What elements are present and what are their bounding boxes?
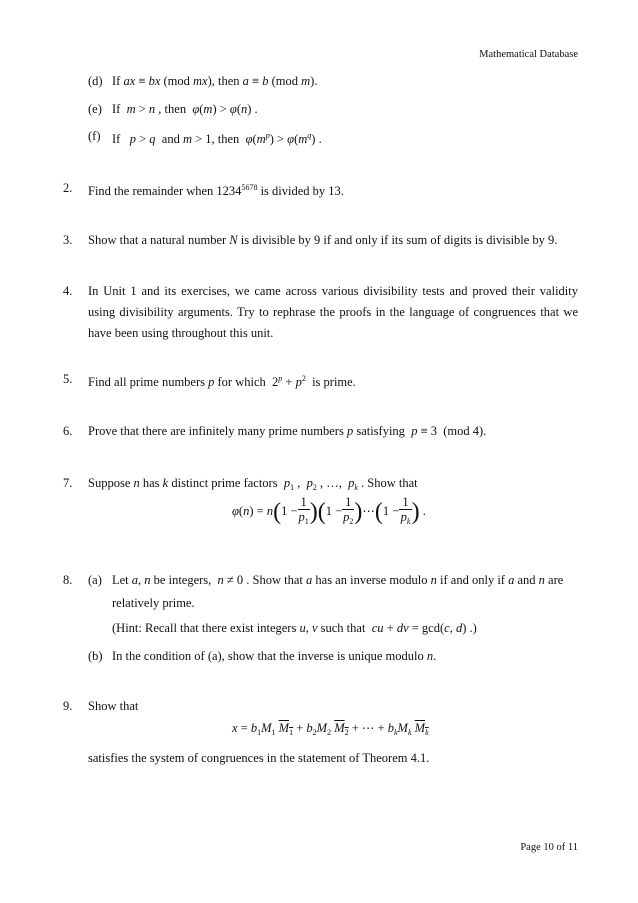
question-8b-label: (b) [88, 649, 103, 663]
question-5-number: 5. [63, 372, 73, 386]
question-2-text: Find the remainder when $1234^{5678}$ is divided by 13. [88, 183, 344, 198]
question-9-formula: $x = b_1M_1$ $M_1 + b_2M_2$ $M_2$ + ⋯ + $b_kM_k$ $M_k$ [232, 721, 429, 737]
question-7-formula: φ(n) = n(1 − $\frac{1}{p_1}$ )(1 − $\frac{1}{p_2}$ )⋯(1 − $\frac{1}{p_k}$ ) . [232, 495, 426, 526]
page-header: Mathematical Database [479, 49, 578, 60]
question-8a-text-2: relatively prime. [112, 596, 195, 610]
question-8a-hint: (Hint: Recall that there exist integers u, v such that cu + dv = gcd(c, d) .) [112, 621, 477, 635]
question-9-number: 9. [63, 699, 73, 713]
question-8a-label: (a) [88, 573, 102, 587]
question-7-text: Suppose n has k distinct prime factors $p_1$ , $p_2$ , …, $p_k$ . Show that [88, 476, 418, 492]
item-e-text: If m > n , then φ(m) > φ(n) . [112, 102, 258, 116]
question-3-text: Show that a natural number N is divisible by 9 if and only if its sum of digits is divisible by 9. [88, 233, 558, 247]
item-f-text: If p > q and m > 1, then $\varphi(m^p) > \varphi(m^q)$ . [112, 131, 322, 146]
question-8-number: 8. [63, 573, 73, 587]
item-d-text: If ax ≡ bx (mod mx), then a ≡ b (mod m). [112, 74, 318, 88]
question-4-number: 4. [63, 284, 73, 298]
question-2-number: 2. [63, 181, 73, 195]
question-3-number: 3. [63, 233, 73, 247]
question-6-number: 6. [63, 424, 73, 438]
question-5-text: Find all prime numbers p for which $2^p + p^2$ is prime. [88, 374, 356, 389]
item-f-label: (f) [88, 129, 101, 143]
page-footer: Page 10 of 11 [520, 842, 578, 853]
question-8b-text: In the condition of (a), show that the inverse is unique modulo n. [112, 649, 437, 663]
question-7-number: 7. [63, 476, 73, 490]
question-9-text: satisfies the system of congruences in the statement of Theorem 4.1. [88, 751, 430, 765]
item-d-label: (d) [88, 74, 103, 88]
item-e-label: (e) [88, 102, 102, 116]
question-6-text: Prove that there are infinitely many prime numbers p satisfying p ≡ 3 (mod 4). [88, 424, 487, 438]
question-9-intro: Show that [88, 699, 139, 713]
question-4-text: In Unit 1 and its exercises, we came across various divisibility tests and proved their validity using divisibility arguments. Try to rephrase the proofs in the language of congruences that we have been using throughout this unit. [88, 284, 578, 340]
question-8a-text: Let a, n be integers, n ≠ 0 . Show that a has an inverse modulo n if and only if a and n are [112, 573, 564, 587]
